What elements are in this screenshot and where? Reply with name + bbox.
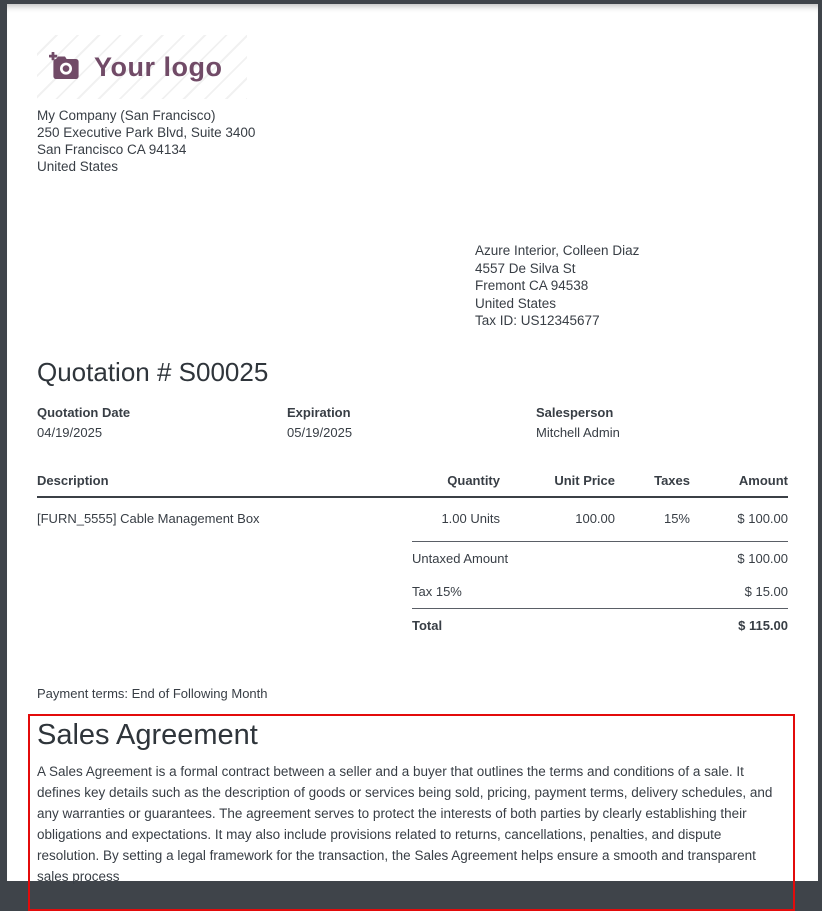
company-country: United States bbox=[37, 159, 119, 174]
totals-label: Total bbox=[412, 617, 443, 633]
col-header-amount: Amount bbox=[690, 473, 788, 497]
col-header-unit-price: Unit Price bbox=[500, 473, 615, 497]
sales-agreement-body: A Sales Agreement is a formal contract between a seller and a buyer that outlines the terms and conditions of a sale. It defines key details such as the description of goods or services being sold, pricing, payment terms, delivery schedules, and any warranties or guarantees. The agreement serves to protect the interests of both parties by clearly establishing their obligations and expectations. It may also include provisions related to returns, cancellations, penalties, and dispute resolution. By setting a legal framework for the transaction, the Sales Agreement helps ensure a smooth and transparent sales process bbox=[37, 763, 773, 884]
cell-quantity: 1.00 Units bbox=[441, 510, 500, 526]
camera-plus-icon bbox=[49, 52, 83, 82]
customer-country: United States bbox=[475, 295, 557, 311]
customer-city: Fremont CA 94538 bbox=[475, 278, 589, 293]
sales-agreement-title: Sales Agreement bbox=[37, 718, 258, 751]
company-street: 250 Executive Park Blvd, Suite 3400 bbox=[37, 125, 256, 140]
totals-value: $ 15.00 bbox=[744, 583, 788, 599]
info-value: 04/19/2025 bbox=[37, 424, 103, 440]
totals-label: Untaxed Amount bbox=[412, 550, 509, 566]
totals-tax-row bbox=[412, 575, 788, 608]
info-value: Mitchell Admin bbox=[536, 424, 620, 440]
line-items-table bbox=[37, 473, 788, 530]
info-salesperson bbox=[536, 405, 788, 440]
customer-name: Azure Interior, Colleen Diaz bbox=[475, 243, 640, 258]
cell-unit-price: 100.00 bbox=[575, 510, 615, 526]
logo-placeholder bbox=[37, 35, 247, 99]
logo-text: Your logo bbox=[94, 51, 223, 82]
payment-terms: Payment terms: End of Following Month bbox=[37, 685, 268, 701]
customer-tax-id: Tax ID: US12345677 bbox=[475, 313, 600, 328]
company-name: My Company (San Francisco) bbox=[37, 108, 216, 123]
table-header-row bbox=[37, 473, 788, 497]
company-city: San Francisco CA 94134 bbox=[37, 142, 187, 157]
totals-value: $ 100.00 bbox=[737, 550, 788, 566]
totals-untaxed-row bbox=[412, 542, 788, 575]
col-header-description: Description bbox=[37, 473, 388, 497]
quotation-page bbox=[7, 4, 818, 884]
customer-address bbox=[475, 242, 788, 330]
totals-block bbox=[412, 541, 788, 642]
info-expiration bbox=[287, 405, 536, 440]
page-content bbox=[7, 4, 818, 911]
totals-label: Tax 15% bbox=[412, 583, 462, 599]
cell-description: [FURN_5555] Cable Management Box bbox=[37, 510, 260, 526]
customer-street: 4557 De Silva St bbox=[475, 260, 576, 276]
totals-value: $ 115.00 bbox=[738, 617, 788, 633]
info-label: Quotation Date bbox=[37, 404, 131, 420]
info-quotation-date bbox=[37, 405, 287, 440]
col-header-taxes: Taxes bbox=[615, 473, 690, 497]
company-address bbox=[37, 107, 788, 175]
cell-taxes: 15% bbox=[663, 510, 690, 526]
info-label: Expiration bbox=[287, 404, 351, 420]
table-row bbox=[37, 497, 788, 530]
cell-amount: $ 100.00 bbox=[737, 510, 788, 526]
info-label: Salesperson bbox=[536, 404, 614, 420]
col-header-quantity: Quantity bbox=[388, 473, 500, 497]
totals-total-row bbox=[412, 608, 788, 642]
info-value: 05/19/2025 bbox=[287, 424, 353, 440]
quotation-info bbox=[37, 405, 788, 440]
quotation-title: Quotation # S00025 bbox=[37, 356, 269, 387]
